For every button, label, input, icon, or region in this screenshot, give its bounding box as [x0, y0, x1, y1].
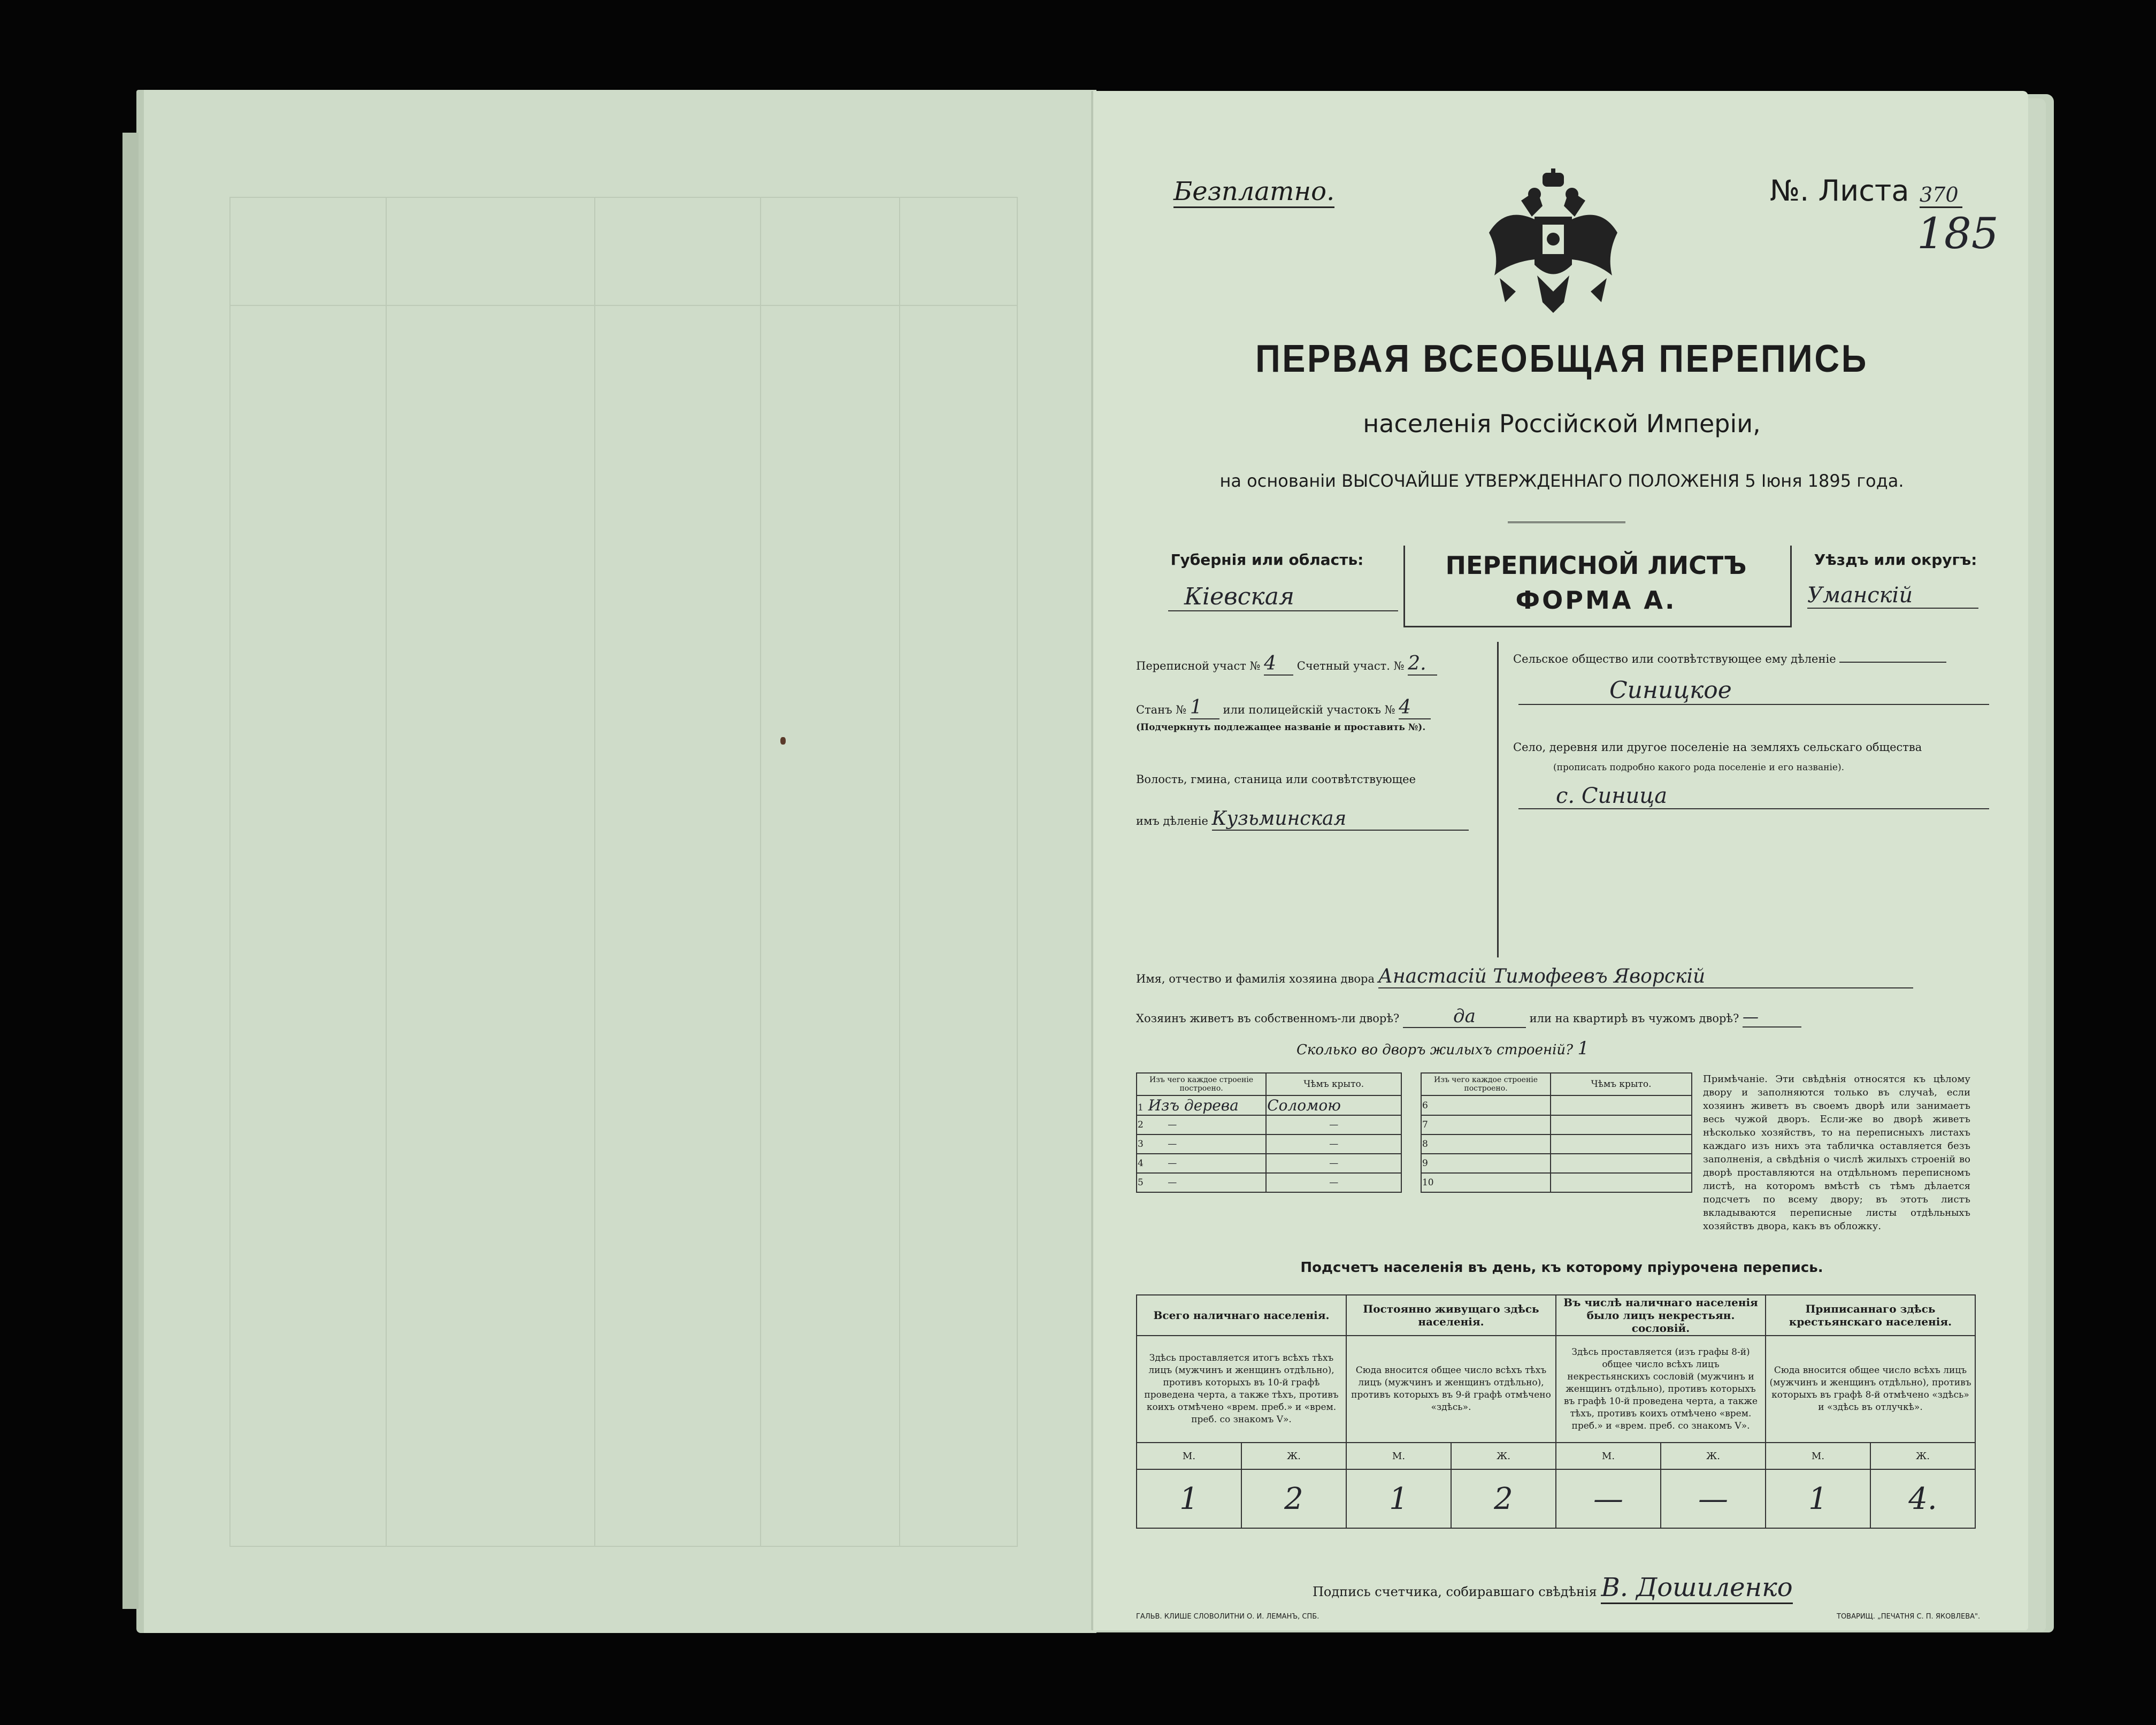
ornament-divider	[1508, 522, 1625, 523]
uezd-value: Уманскій	[1807, 583, 1978, 609]
uezd-label: Уѣздъ или округъ:	[1814, 551, 1977, 569]
rented-value: —	[1743, 1008, 1801, 1028]
owner-name-value: Анастасій Тимофеевъ Яворскій	[1378, 965, 1913, 988]
count-peasant-f: 4.	[1870, 1469, 1975, 1528]
col-material-2: Изъ чего каждое строеніе построено.	[1421, 1073, 1551, 1095]
count-desc-non-peasant: Здѣсь проставляется (изъ графы 8-й) общее число всѣхъ лицъ некрестьянскихъ сословій (мужчинъ и женщинъ отдѣльно), противъ которыхъ въ графѣ 10-й проведена черта, а также тѣхъ, противъ коихъ отмѣчено «врем. преб.» и «врем. преб. со знакомъ V».	[1556, 1336, 1766, 1443]
left-page	[136, 90, 1096, 1633]
census-title: ПЕРВАЯ ВСЕОБЩАЯ ПЕРЕПИСЬ	[1255, 338, 1868, 380]
gubernia-label: Губернія или область:	[1170, 551, 1364, 569]
m-label: М.	[1137, 1443, 1241, 1469]
count-col-total: Всего наличнаго населенія.	[1137, 1295, 1346, 1336]
m-label: М.	[1346, 1443, 1451, 1469]
table-row: 4 — — 9	[1137, 1154, 1692, 1173]
sheet-number-label: №. Листа	[1770, 174, 1909, 208]
count-permanent-f: 2	[1451, 1469, 1556, 1528]
police-district-value: 4	[1399, 696, 1431, 719]
buildings-label: Сколько во дворъ жилыхъ строеній?	[1296, 1042, 1574, 1058]
form-title: ПЕРЕПИСНОЙ ЛИСТЪ	[1445, 551, 1747, 580]
page-edge	[122, 133, 139, 1609]
m-label: М.	[1766, 1443, 1870, 1469]
f-label: Ж.	[1870, 1443, 1975, 1469]
col-roof-2: Чѣмъ крыто.	[1551, 1073, 1692, 1095]
volost-label-2: имъ дѣленіе	[1136, 815, 1208, 827]
col-material: Изъ чего каждое строеніе построено.	[1137, 1073, 1266, 1095]
section-divider	[1497, 642, 1499, 957]
count-desc-permanent: Сюда вносится общее число всѣхъ тѣхъ лицъ (мужчинъ и женщинъ отдѣльно), противъ которыхъ въ 9-й графѣ отмѣчено «здѣсь».	[1346, 1336, 1556, 1443]
table-row: 5 — — 10	[1137, 1173, 1692, 1192]
free-label: Безплатно.	[1173, 177, 1334, 208]
double-eagle-emblem-icon	[1484, 168, 1623, 318]
ink-stain	[780, 737, 786, 745]
population-count-table	[1136, 1294, 1976, 1529]
rented-label: или на квартирѣ въ чужомъ дворѣ?	[1529, 1012, 1739, 1025]
signature-label: Подпись счетчика, собиравшаго свѣдѣнія	[1313, 1584, 1597, 1599]
own-yard-value: да	[1403, 1006, 1526, 1028]
census-subtitle: населенія Россійской Имперіи,	[1363, 409, 1761, 438]
count-peasant-m: 1	[1766, 1469, 1870, 1528]
owner-name-label: Имя, отчество и фамилія хозяина двора	[1136, 972, 1375, 985]
stan-value: 1	[1190, 696, 1219, 719]
village-note: (прописать подробно какого рода поселеніе и его названіе).	[1553, 762, 1844, 773]
sheet-number-handwritten: 185	[1917, 209, 1999, 258]
table-row: 3 — — 8	[1137, 1134, 1692, 1154]
census-basis: на основаніи ВЫСОЧАЙШЕ УТВЕРЖДЕННАГО ПОЛОЖЕНІЯ 5 Іюня 1895 года.	[1219, 471, 1904, 491]
count-col-permanent: Постоянно живущаго здѣсь населенія.	[1346, 1295, 1556, 1336]
count-total-m: 1	[1137, 1469, 1241, 1528]
table-row: 1 Изъ дерева Соломою 6	[1137, 1095, 1692, 1115]
buildings-value: 1	[1577, 1038, 1589, 1059]
village-value: с. Синица	[1518, 784, 1989, 809]
sheet-number-value: 370	[1920, 183, 1962, 208]
count-col-peasant: Приписаннаго здѣсь крестьянскаго населенія.	[1766, 1295, 1975, 1336]
f-label: Ж.	[1451, 1443, 1556, 1469]
count-total-f: 2	[1241, 1469, 1346, 1528]
enumerator-signature: В. Дошиленко	[1601, 1573, 1792, 1604]
census-form-page	[1091, 91, 2028, 1630]
table-row: 2 — — 7	[1137, 1115, 1692, 1134]
f-label: Ж.	[1241, 1443, 1346, 1469]
f-label: Ж.	[1661, 1443, 1766, 1469]
count-non-peasant-m: —	[1556, 1469, 1661, 1528]
count-col-non-peasant: Въ числѣ наличнаго населенія было лицъ некрестьян. сословій.	[1556, 1295, 1766, 1336]
count-heading: Подсчетъ населенія въ день, къ которому пріурочена перепись.	[1300, 1260, 1823, 1276]
m-label: М.	[1556, 1443, 1661, 1469]
remark-note: Примѣчаніе. Эти свѣдѣнія относятся къ цѣлому двору и заполняются только въ случаѣ, если хозяинъ живетъ въ своемъ дворѣ или занимаетъ весь чужой дворъ. Если-же во дворѣ живетъ нѣсколько хозяйствъ, то на переписныхъ листахъ каждаго изъ нихъ эта табличка оставляется безъ заполненія, а свѣдѣнія о числѣ жилыхъ строеній во дворѣ проставляются на отдѣльномъ переписномъ листѣ, на которомъ вмѣстѣ съ тѣмъ дѣлается подсчетъ по всему двору; въ этотъ листъ вкладываются переписные листы отдѣльныхъ хозяйствъ двора, какъ въ обложку.	[1703, 1074, 1970, 1232]
counting-district-label: Счетный участ. №	[1296, 660, 1405, 672]
society-label: Сельское общество или соотвѣтствующее ему дѣленіе	[1513, 653, 1836, 665]
count-desc-total: Здѣсь проставляется итогъ всѣхъ тѣхъ лицъ (мужчинъ и женщинъ отдѣльно), противъ которыхъ въ 10-й графѣ проведена черта, а также тѣхъ, противъ коихъ отмѣчено «врем. преб.» и «врем. преб. со знакомъ V».	[1137, 1336, 1346, 1443]
buildings-table	[1136, 1072, 1692, 1193]
stan-label: Станъ №	[1136, 703, 1187, 716]
printer-right: ТОВАРИЩ. „ПЕЧАТНЯ С. П. ЯКОВЛЕВА".	[1837, 1613, 1981, 1621]
gubernia-value: Кіевская	[1168, 583, 1398, 611]
police-district-label: или полицейскій участокъ №	[1223, 703, 1395, 716]
bleed-through-table	[229, 197, 1018, 1547]
count-permanent-m: 1	[1346, 1469, 1451, 1528]
counting-district-value: 2.	[1408, 653, 1437, 676]
volost-label-1: Волость, гмина, станица или соотвѣтствующее	[1136, 773, 1416, 786]
count-desc-peasant: Сюда вносится общее число всѣхъ лицъ (мужчинъ и женщинъ отдѣльно), противъ которыхъ въ графѣ 8-й отмѣчено «здѣсь» и «здѣсь въ отлучкѣ».	[1766, 1336, 1975, 1443]
census-district-value: 4	[1264, 653, 1293, 676]
count-non-peasant-f: —	[1661, 1469, 1766, 1528]
village-label: Село, деревня или другое поселеніе на земляхъ сельскаго общества	[1513, 741, 1922, 754]
census-district-label: Переписной участ №	[1136, 660, 1261, 672]
printer-left: ГАЛЬВ. КЛИШЕ СЛОВОЛИТНИ О. И. ЛЕМАНЪ, СПБ.	[1136, 1613, 1319, 1621]
col-roof: Чѣмъ крыто.	[1266, 1073, 1401, 1095]
volost-value: Кузьминская	[1212, 808, 1469, 831]
society-value: Синицкое	[1518, 677, 1989, 705]
own-yard-label: Хозяинъ живетъ въ собственномъ-ли дворѣ?	[1136, 1012, 1400, 1025]
underline-note: (Подчеркнуть подлежащее названіе и проставить №).	[1136, 722, 1426, 733]
form-name: ФОРМА А.	[1515, 586, 1677, 615]
